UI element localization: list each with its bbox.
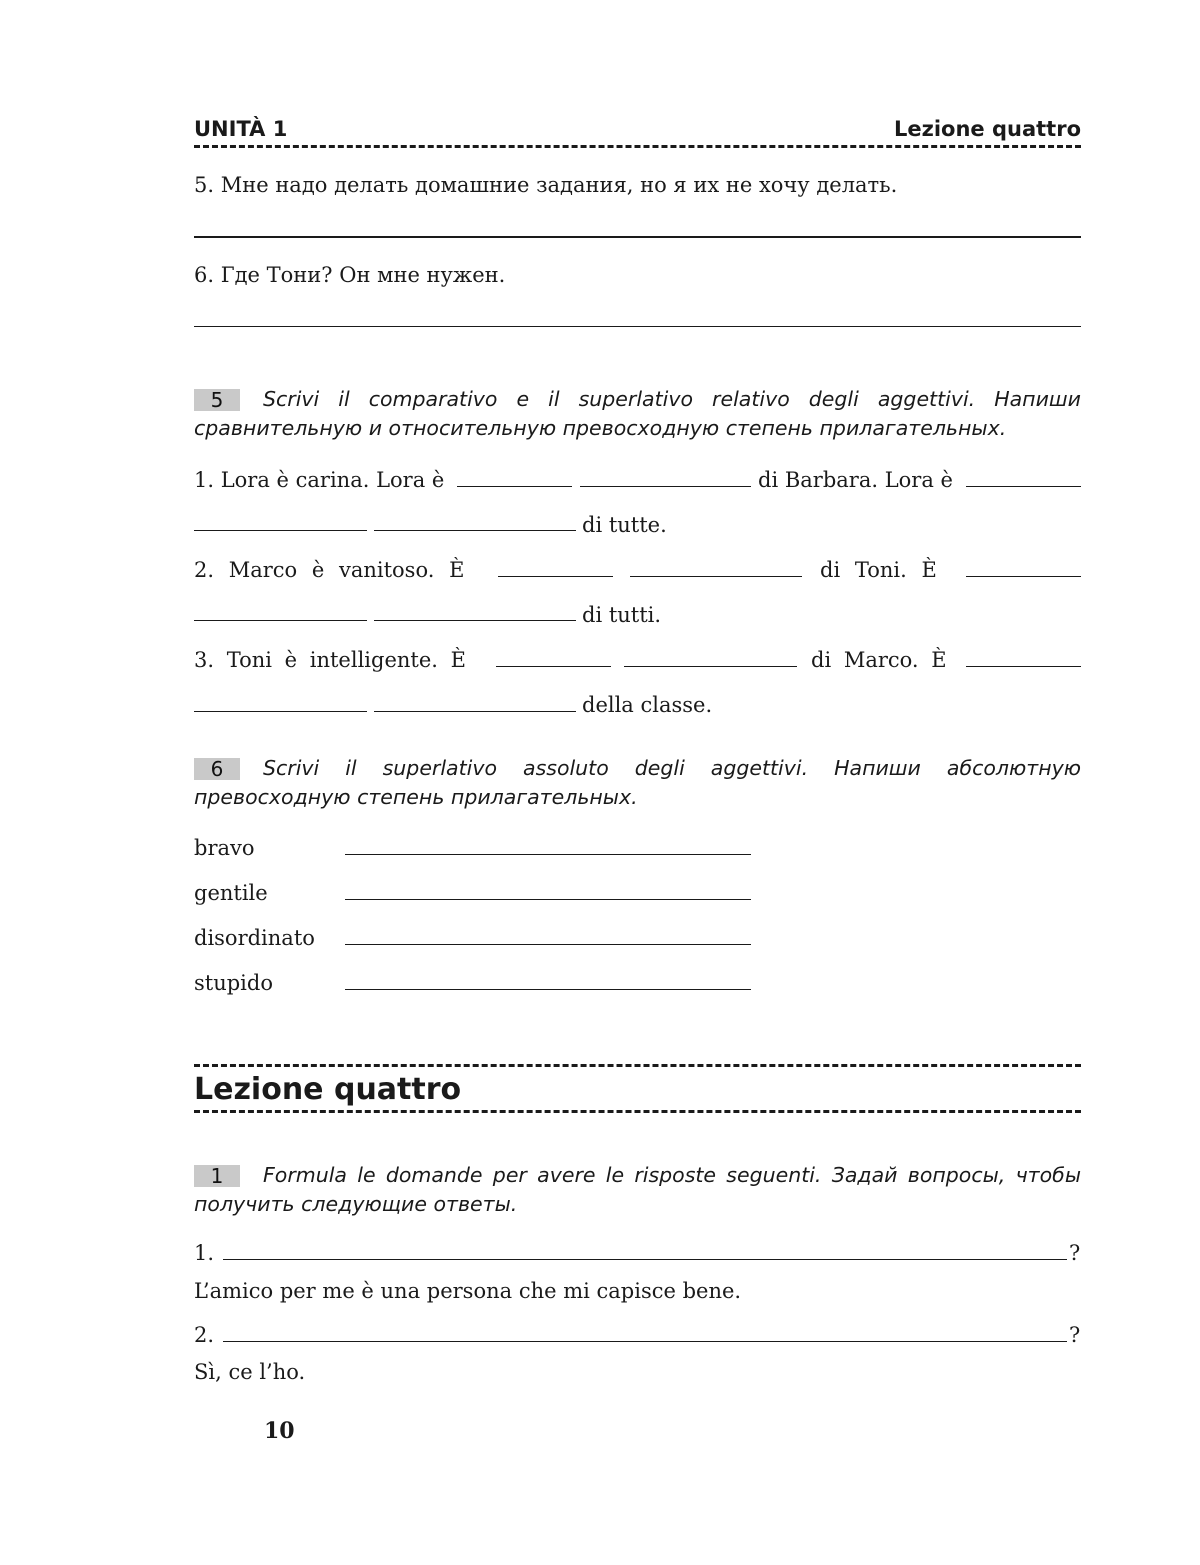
question-mark: ? (1069, 1323, 1081, 1347)
answer-text: Sì, ce l’ho. (194, 1360, 306, 1384)
answer-line[interactable] (345, 989, 751, 990)
exercise-instruction (194, 1161, 1081, 1219)
answer-text: L’amico per me è una persona che mi capisce bene. (194, 1279, 742, 1303)
exercise5-item-3-end: della classe. (582, 693, 713, 717)
blank-superlative-1c[interactable] (374, 530, 576, 531)
blank-superlative-3b[interactable] (194, 711, 367, 712)
exercise5-item-3-mid: di Marco. È (811, 648, 947, 672)
page-number: 10 (264, 1418, 295, 1444)
word-gentile: gentile (194, 881, 268, 905)
blank-comparative-2a[interactable] (498, 576, 613, 577)
answer-line[interactable] (345, 854, 751, 855)
exercise5-item-3-start: 3. Toni è intelligente. È (194, 648, 466, 672)
blank-superlative-2c[interactable] (374, 620, 576, 621)
header-divider (194, 145, 1081, 148)
exercise5-instruction-text: Scrivi il comparativo e il superlativo relativo degli aggettivi. Напиши сравнительную и относительную превосходную степень прилагательных. (194, 387, 1081, 440)
unit-label: UNITÀ 1 (194, 117, 288, 141)
question-number: 1. (194, 1241, 215, 1265)
blank-superlative-2a[interactable] (966, 576, 1081, 577)
exercise-instruction (194, 385, 1081, 443)
blank-superlative-1a[interactable] (966, 486, 1081, 487)
blank-comparative-3b[interactable] (624, 666, 797, 667)
blank-superlative-3c[interactable] (374, 711, 576, 712)
exercise6-instruction-text: Scrivi il superlativo assoluto degli aggettivi. Напиши абсолютную превосходную степень прилагательных. (194, 756, 1081, 809)
exercise5-item-1-end: di tutte. (582, 513, 667, 537)
question-input[interactable] (223, 1341, 1067, 1342)
question-number: 2. (194, 1323, 215, 1347)
blank-comparative-1b[interactable] (580, 486, 751, 487)
blank-comparative-3a[interactable] (496, 666, 611, 667)
question-input[interactable] (223, 1259, 1067, 1260)
section-title: Lezione quattro (194, 1072, 462, 1107)
exercise5-item-2-end: di tutti. (582, 603, 662, 627)
blank-comparative-2b[interactable] (630, 576, 802, 577)
question-mark: ? (1069, 1241, 1081, 1265)
blank-superlative-2b[interactable] (194, 620, 367, 621)
exercise-number-badge: 1 (194, 1165, 240, 1187)
exercise-number-badge: 5 (194, 389, 240, 411)
blank-superlative-3a[interactable] (966, 666, 1081, 667)
blank-comparative-1a[interactable] (457, 486, 572, 487)
word-bravo: bravo (194, 836, 255, 860)
section-divider-top (194, 1064, 1081, 1067)
exercise5-item-1-mid: di Barbara. Lora è (758, 468, 953, 492)
exercise-instruction (194, 754, 1081, 812)
prev-item-5: 5. Мне надо делать домашние задания, но я их не хочу делать. (194, 173, 898, 197)
answer-line[interactable] (345, 944, 751, 945)
exercise5-item-2-mid: di Toni. È (820, 558, 937, 582)
section-divider-bottom (194, 1110, 1081, 1113)
word-disordinato: disordinato (194, 926, 315, 950)
word-stupido: stupido (194, 971, 273, 995)
answer-line[interactable] (345, 899, 751, 900)
lesson-label: Lezione quattro (894, 117, 1081, 141)
exercise5-item-1-start: 1. Lora è carina. Lora è (194, 468, 445, 492)
answer-line[interactable] (194, 236, 1081, 238)
exercise-number-badge: 6 (194, 758, 240, 780)
answer-line[interactable] (194, 326, 1081, 327)
lesson-exercise1-instruction-text: Formula le domande per avere le risposte seguenti. Задай вопросы, чтобы получить следующие ответы. (194, 1163, 1081, 1216)
blank-superlative-1b[interactable] (194, 530, 367, 531)
prev-item-6: 6. Где Тони? Он мне нужен. (194, 263, 506, 287)
exercise5-item-2-start: 2. Marco è vanitoso. È (194, 558, 465, 582)
